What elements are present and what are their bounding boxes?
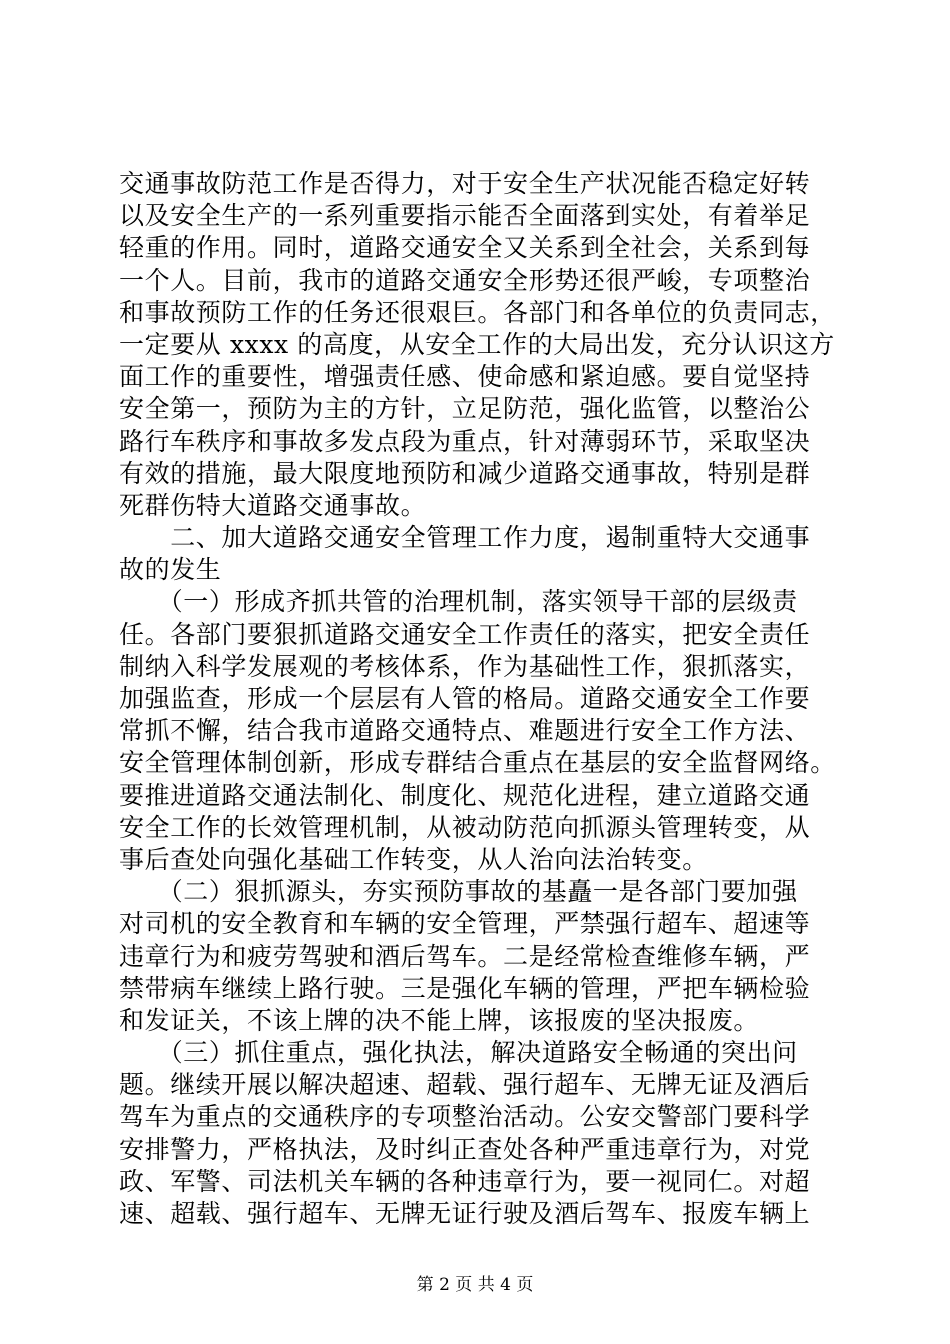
text-line: （二）狠抓源头，夯实预防事故的基矗一是各部门要加强 (119, 877, 798, 907)
text-line: 以及安全生产的一系列重要指示能否全面落到实处，有着举足 (119, 201, 811, 231)
text-line: 政、军警、司法机关车辆的各种违章行为，要一视同仁。对超 (119, 1166, 811, 1196)
text-line: 路行车秩序和事故多发点段为重点，针对薄弱环节，采取坚决 (119, 426, 811, 456)
text-line: 和发证关，不该上牌的决不能上牌，该报废的坚决报废。 (119, 1005, 760, 1035)
text-line: 安全管理体制创新，形成专群结合重点在基层的安全监督网络。 (119, 748, 836, 778)
text-line: 加强监查，形成一个层层有人管的格局。道路交通安全工作要 (119, 684, 811, 713)
text-line: 违章行为和疲劳驾驶和酒后驾车。二是经常检查维修车辆，严 (119, 941, 811, 971)
page-footer: 第 2 页 共 4 页 (416, 1275, 534, 1295)
text-line: 安排警力，严格执法，及时纠正查处各种严重违章行为，对党 (119, 1134, 811, 1164)
text-line: 死群伤特大道路交通事故。 (119, 490, 427, 520)
text-line: 速、超载、强行超车、无牌无证行驶及酒后驾车、报废车辆上 (119, 1199, 811, 1228)
text-line: 和事故预防工作的任务还很艰巨。各部门和各单位的负责同志， (119, 297, 836, 327)
text-line: 一定要从 xxxx 的高度，从安全工作的大局出发，充分认识这方 (119, 329, 835, 359)
text-line: 事后查处向强化基础工作转变，从人治向法治转变。 (119, 844, 708, 874)
text-line: 任。各部门要狠抓道路交通安全工作责任的落实，把安全责任 (119, 619, 811, 649)
text-line: （三）抓住重点，强化执法，解决道路安全畅通的突出问 (119, 1038, 798, 1068)
text-line: 对司机的安全教育和车辆的安全管理，严禁强行超车、超速等 (119, 909, 811, 939)
text-line: 题。继续开展以解决超速、超载、强行超车、无牌无证及酒后 (119, 1070, 811, 1100)
text-line: 驾车为重点的交通秩序的专项整治活动。公安交警部门要科学 (119, 1102, 811, 1132)
text-line: 面工作的重要性，增强责任感、使命感和紧迫感。要自觉坚持 (119, 362, 811, 392)
text-line: 一个人。目前，我市的道路交通安全形势还很严峻，专项整治 (119, 265, 811, 295)
text-line: （一）形成齐抓共管的治理机制，落实领导干部的层级责 (119, 587, 798, 617)
text-line: 轻重的作用。同时，道路交通安全又关系到全社会，关系到每 (119, 233, 811, 263)
text-line: 二、加大道路交通安全管理工作力度，遏制重特大交通事 (119, 523, 811, 553)
text-line: 交通事故防范工作是否得力，对于安全生产状况能否稳定好转 (119, 169, 811, 198)
text-line: 要推进道路交通法制化、制度化、规范化进程，建立道路交通 (119, 780, 811, 810)
text-line: 故的发生 (119, 555, 222, 585)
text-line: 安全第一，预防为主的方针，立足防范，强化监管，以整治公 (119, 394, 811, 424)
text-line: 禁带病车继续上路行驶。三是强化车辆的管理，严把车辆检验 (119, 973, 811, 1003)
body-text (119, 168, 836, 1230)
text-line: 安全工作的长效管理机制，从被动防范向抓源头管理转变，从 (119, 812, 811, 842)
text-line: 制纳入科学发展观的考核体系，作为基础性工作，狠抓落实， (119, 651, 811, 681)
text-line: 常抓不懈，结合我市道路交通特点、难题进行安全工作方法、 (119, 716, 811, 746)
text-line: 有效的措施，最大限度地预防和减少道路交通事故，特别是群 (119, 458, 811, 488)
